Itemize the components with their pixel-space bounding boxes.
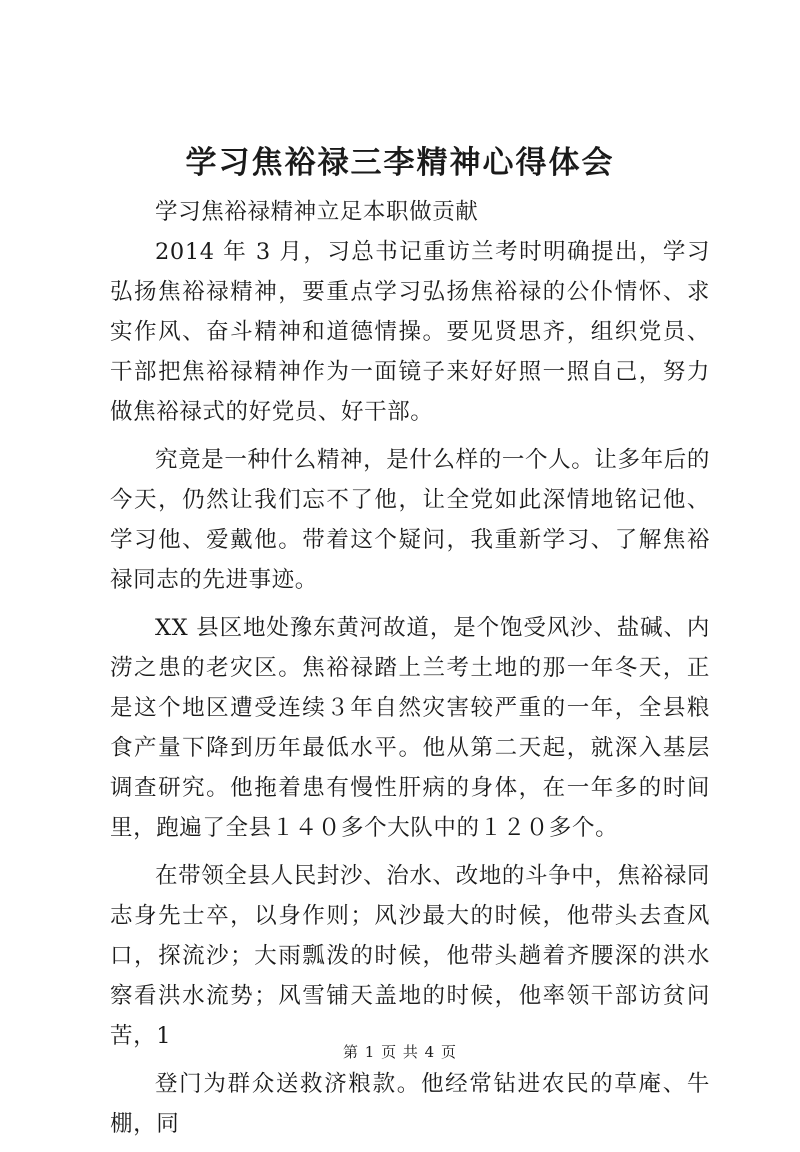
paragraph: 2014 年 3 月，习总书记重访兰考时明确提出，学习弘扬焦裕禄精神，要重点学习弘扬焦裕禄的公仆情怀、求实作风、奋斗精神和道德情操。要见贤思齐，组织党员、干部把焦裕禄精神作为一面镜子来好好照一照自己，努力做焦裕禄式的好党员、好干部。 xyxy=(110,239,710,425)
document-title: 学习焦裕禄三李精神心得体会 xyxy=(185,145,615,181)
paragraph: 究竟是一种什么精神，是什么样的一个人。让多年后的今天，仍然让我们忘不了他，让全党如此深情地铭记他、学习他、爱戴他。带着这个疑问，我重新学习、了解焦裕禄同志的先进事迹。 xyxy=(110,447,710,593)
paragraph: 在带领全县人民封沙、治水、改地的斗争中，焦裕禄同志身先士卒，以身作则；风沙最大的时候，他带头去查风口，探流沙；大雨瓢泼的时候，他带头趟着齐腰深的洪水察看洪水流势；风雪铺天盖地的时候，他率领干部访贫问苦，1 xyxy=(110,863,710,1049)
document-body xyxy=(110,192,710,1152)
page-number-footer: 第 1 页 共 4 页 xyxy=(343,1043,457,1061)
paragraph: XX 县区地处豫东黄河故道，是个饱受风沙、盐碱、内涝之患的老灾区。焦裕禄踏上兰考土地的那一年冬天，正是这个地区遭受连续３年自然灾害较严重的一年，全县粮食产量下降到历年最低水平。他从第二天起，就深入基层调查研究。他拖着患有慢性肝病的身体，在一年多的时间里，跑遍了全县１４０多个大队中的１２０多个。 xyxy=(110,615,710,841)
paragraph: 登门为群众送救济粮款。他经常钻进农民的草庵、牛棚，同 xyxy=(110,1071,710,1137)
document-subtitle: 学习焦裕禄精神立足本职做贡献 xyxy=(155,199,479,225)
